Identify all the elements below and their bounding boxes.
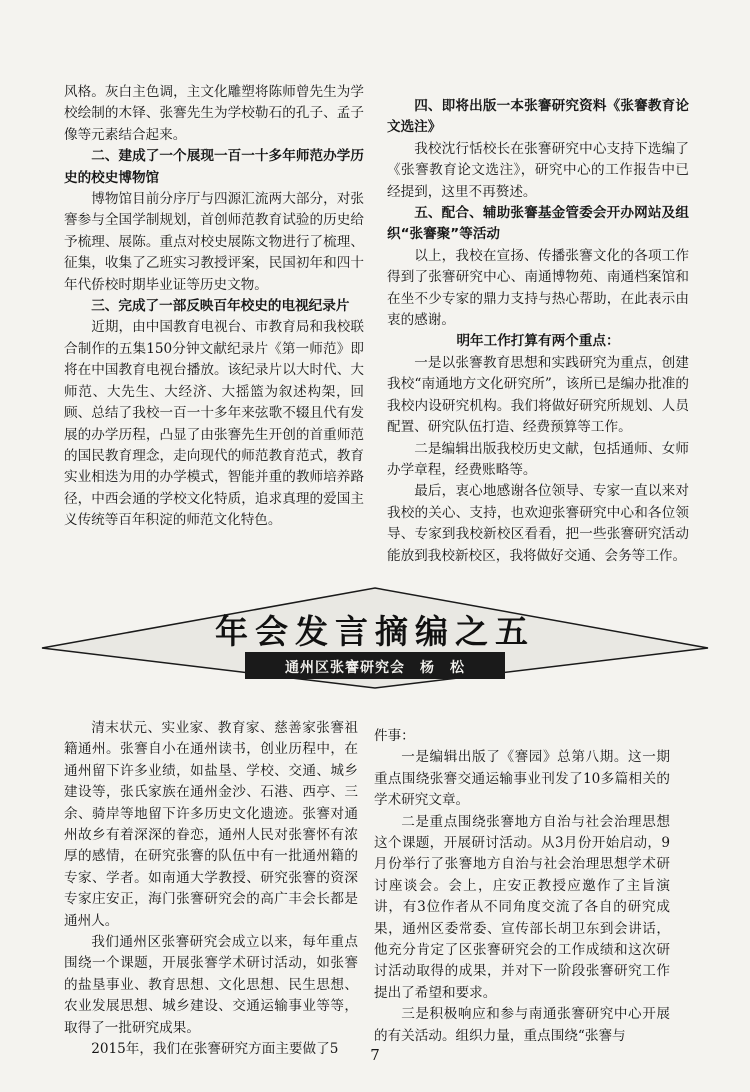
bottom-left-column bbox=[64, 718, 358, 1061]
paragraph: 清末状元、实业家、教育家、慈善家张謇祖籍通州。张謇自小在通州读书，创业历程中，在通州留下许多业绩，如盐垦、学校、交通、城乡建设等，张氏家族在通州金沙、石港、西亭、三余、骑岸等地留下许多历史文化遗迹。张謇对通州故乡有着深深的眷恋，通州人民对张謇怀有浓厚的感情，在研究张謇的队伍中有一批通州籍的专家、学者。如南通大学教授、研究张謇的资深专家庄安正，海门张謇研究会的高广丰会长都是通州人。 bbox=[64, 720, 358, 929]
paragraph-continuation: 件事： bbox=[374, 728, 415, 744]
top-right-column bbox=[387, 96, 689, 567]
paragraph: 近期，由中国教育电视台、市教育局和我校联合制作的五集150分钟文献纪录片《第一师范》即将在中国教育电视台播放。该纪录片以大时代、大师范、大先生、大经济、大摇篮为叙述构架，回顾、总结了我校一百一十多年来弦歌不辍且代有发展的办学历程，凸显了由张謇先生开创的首重师范的国民教育理念，走向现代的师范教育范式，教育实业相迭为用的办学模式，智能并重的教师培养路径，中西会通的学校文化特质，追求真理的爱国主义传统等百年积淀的师范文化特色。 bbox=[64, 319, 364, 529]
banner-title: 年会发言摘编之五 bbox=[215, 612, 535, 651]
paragraph: 我校沈行恬校长在张謇研究中心支持下选编了《张謇教育论文选注》，研究中心的工作报告中已经提到，这里不再赘述。 bbox=[387, 140, 689, 200]
section-heading: 四、即将出版一本张謇研究资料《张謇教育论文选注》 bbox=[387, 98, 689, 136]
banner-subtitle: 通州区张謇研究会 杨 松 bbox=[285, 660, 465, 676]
paragraph: 一是以张謇教育思想和实践研究为重点，创建我校“南通地方文化研究所”，该所已是编办批准的我校内设研究机构。我们将做好研究所规划、人员配置、研究队伍打造、经费预算等工作。 bbox=[387, 354, 689, 436]
paragraph: 2015年，我们在张謇研究方面主要做了5 bbox=[91, 1041, 339, 1058]
section-heading: 五、配合、辅助张謇基金管委会开办网站及组织“张謇聚”等活动 bbox=[387, 205, 689, 243]
section-heading: 三、完成了一部反映百年校史的电视纪录片 bbox=[91, 298, 350, 315]
paragraph: 二是重点围绕张謇地方自治与社会治理思想这个课题，开展研讨活动。从3月份开始启动，9月份举行了张謇地方自治与社会治理思想学术研讨座谈会。会上，庄安正教授应邀作了主旨演讲，有3位作者从不同角度交流了各自的研究成果，通州区委常委、宣传部长胡卫东到会讲话，他充分肯定了区张謇研究会的工作成绩和这次研讨活动取得的成果，并对下一阶段张謇研究工作提出了希望和要求。 bbox=[374, 813, 670, 1001]
bottom-right-column bbox=[374, 726, 670, 1047]
section-heading: 明年工作打算有两个重点： bbox=[456, 333, 620, 350]
paragraph: 一是编辑出版了《謇园》总第八期。这一期重点围绕张謇交通运输事业刊发了10多篇相关的学术研究文章。 bbox=[374, 749, 670, 809]
section-banner bbox=[40, 586, 710, 690]
paragraph: 三是积极响应和参与南通张謇研究中心开展的有关活动。组织力量，重点围绕“张謇与 bbox=[374, 1006, 670, 1044]
paragraph: 博物馆目前分序厅与四源汇流两大部分，对张謇参与全国学制规划，首创师范教育试验的历史给予梳理、展陈。重点对校史展陈文物进行了梳理、征集，收集了乙班实习教授评案，民国初年和四十年代侨校时期毕业证等历史文物。 bbox=[64, 191, 364, 293]
paragraph: 二是编辑出版我校历史文献，包括通师、女师办学章程，经费账略等。 bbox=[387, 440, 689, 478]
page-number: 7 bbox=[370, 1046, 380, 1064]
paragraph-continuation: 风格。灰白主色调，主文化雕塑将陈师曾先生为学校绘制的木铎、张謇先生为学校勒石的孔子、孟子像等元素结合起来。 bbox=[64, 84, 364, 143]
paragraph: 以上，我校在宣扬、传播张謇文化的各项工作得到了张謇研究中心、南通博物苑、南通档案馆和在坐不少专家的鼎力支持与热心帮助，在此表示由衷的感谢。 bbox=[387, 247, 689, 329]
section-heading: 二、建成了一个展现一百一十多年师范办学历史的校史博物馆 bbox=[64, 148, 364, 186]
paragraph: 最后，衷心地感谢各位领导、专家一直以来对我校的关心、支持，也欢迎张謇研究中心和各位领导、专家到我校新校区看看，把一些张謇研究活动能放到我校新校区，我将做好交通、会务等工作。 bbox=[387, 483, 689, 564]
paragraph: 我们通州区张謇研究会成立以来，每年重点围绕一个课题，开展张謇学术研讨活动，如张謇的盐垦事业、教育思想、文化思想、民生思想、农业发展思想、城乡建设、交通运输事业等等，取得了一批研究成果。 bbox=[64, 934, 358, 1036]
top-left-column bbox=[64, 82, 364, 532]
